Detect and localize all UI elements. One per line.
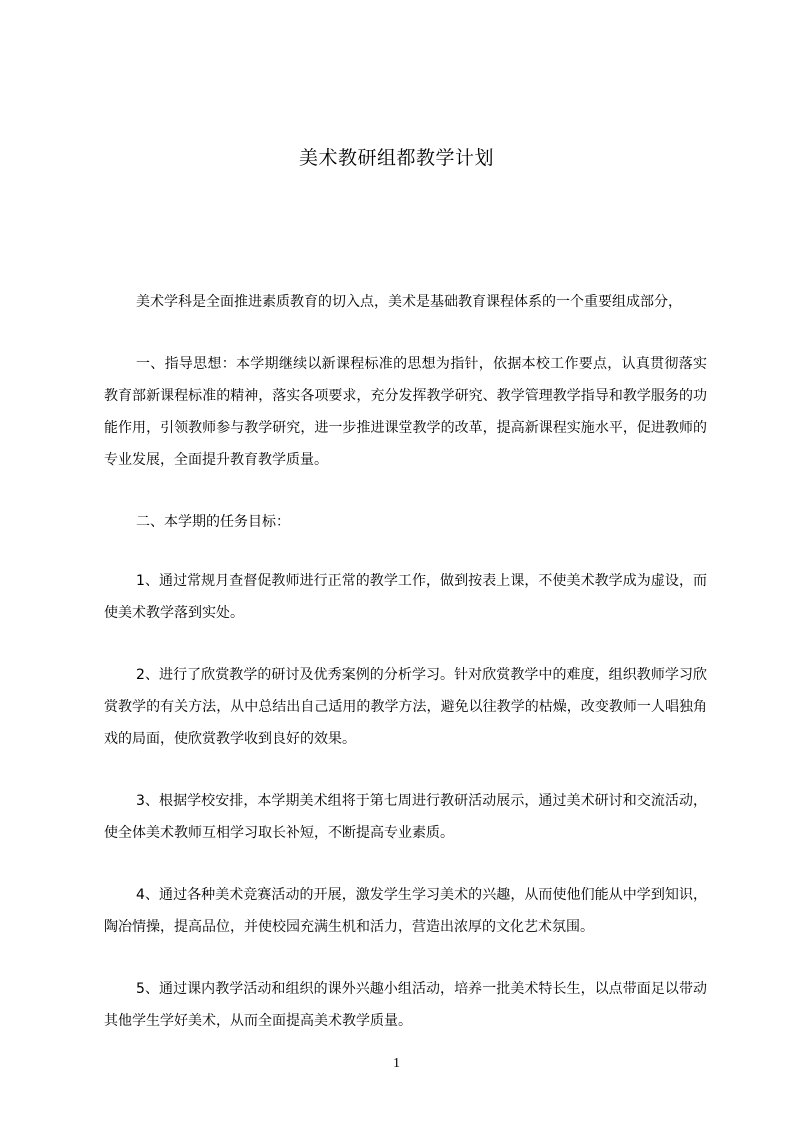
guiding-principles-paragraph: 一、指导思想：本学期继续以新课程标准的思想为指针，依据本校工作要点，认真贯彻落实教育部新课程标准的精神，落实各项要求，充分发挥教学研究、教学管理教学指导和教学服务的功能作用，引领教师参与教学研究，进一步推进课堂教学的改革，提高新课程实施水平，促进教师的专业发展，全面提升教育教学质量。 xyxy=(104,356,707,468)
task-item-3: 3、根据学校安排，本学期美术组将于第七周进行教研活动展示，通过美术研讨和交流活动，使全体美术教师互相学习取长补短，不断提高专业素质。 xyxy=(104,793,707,841)
task-item-2: 2、进行了欣赏教学的研讨及优秀案例的分析学习。针对欣赏教学中的难度，组织教师学习欣赏教学的有关方法，从中总结出自己适用的教学方法，避免以往教学的枯燥，改变教师一人唱独角戏的局面，使欣赏教学收到良好的效果。 xyxy=(104,667,707,747)
page-title: 美术教研组都教学计划 xyxy=(298,147,494,169)
task-item-1: 1、通过常规月查督促教师进行正常的教学工作，做到按表上课，不使美术教学成为虚设，而使美术教学落到实处。 xyxy=(104,573,707,621)
task-goals-heading: 二、本学期的任务目标： xyxy=(136,514,290,530)
intro-paragraph: 美术学科是全面推进素质教育的切入点，美术是基础教育课程体系的一个重要组成部分， xyxy=(136,294,682,310)
task-item-4: 4、通过各种美术竞赛活动的开展，激发学生学习美术的兴趣，从而使他们能从中学到知识，陶冶情操，提高品位，并使校园充满生机和活力，营造出浓厚的文化艺术氛围。 xyxy=(104,887,707,935)
task-item-5: 5、通过课内教学活动和组织的课外兴趣小组活动，培养一批美术特长生，以点带面足以带动其他学生学好美术，从而全面提高美术教学质量。 xyxy=(104,981,707,1029)
document-body xyxy=(104,286,707,1067)
page-number: 1 xyxy=(393,1056,400,1071)
